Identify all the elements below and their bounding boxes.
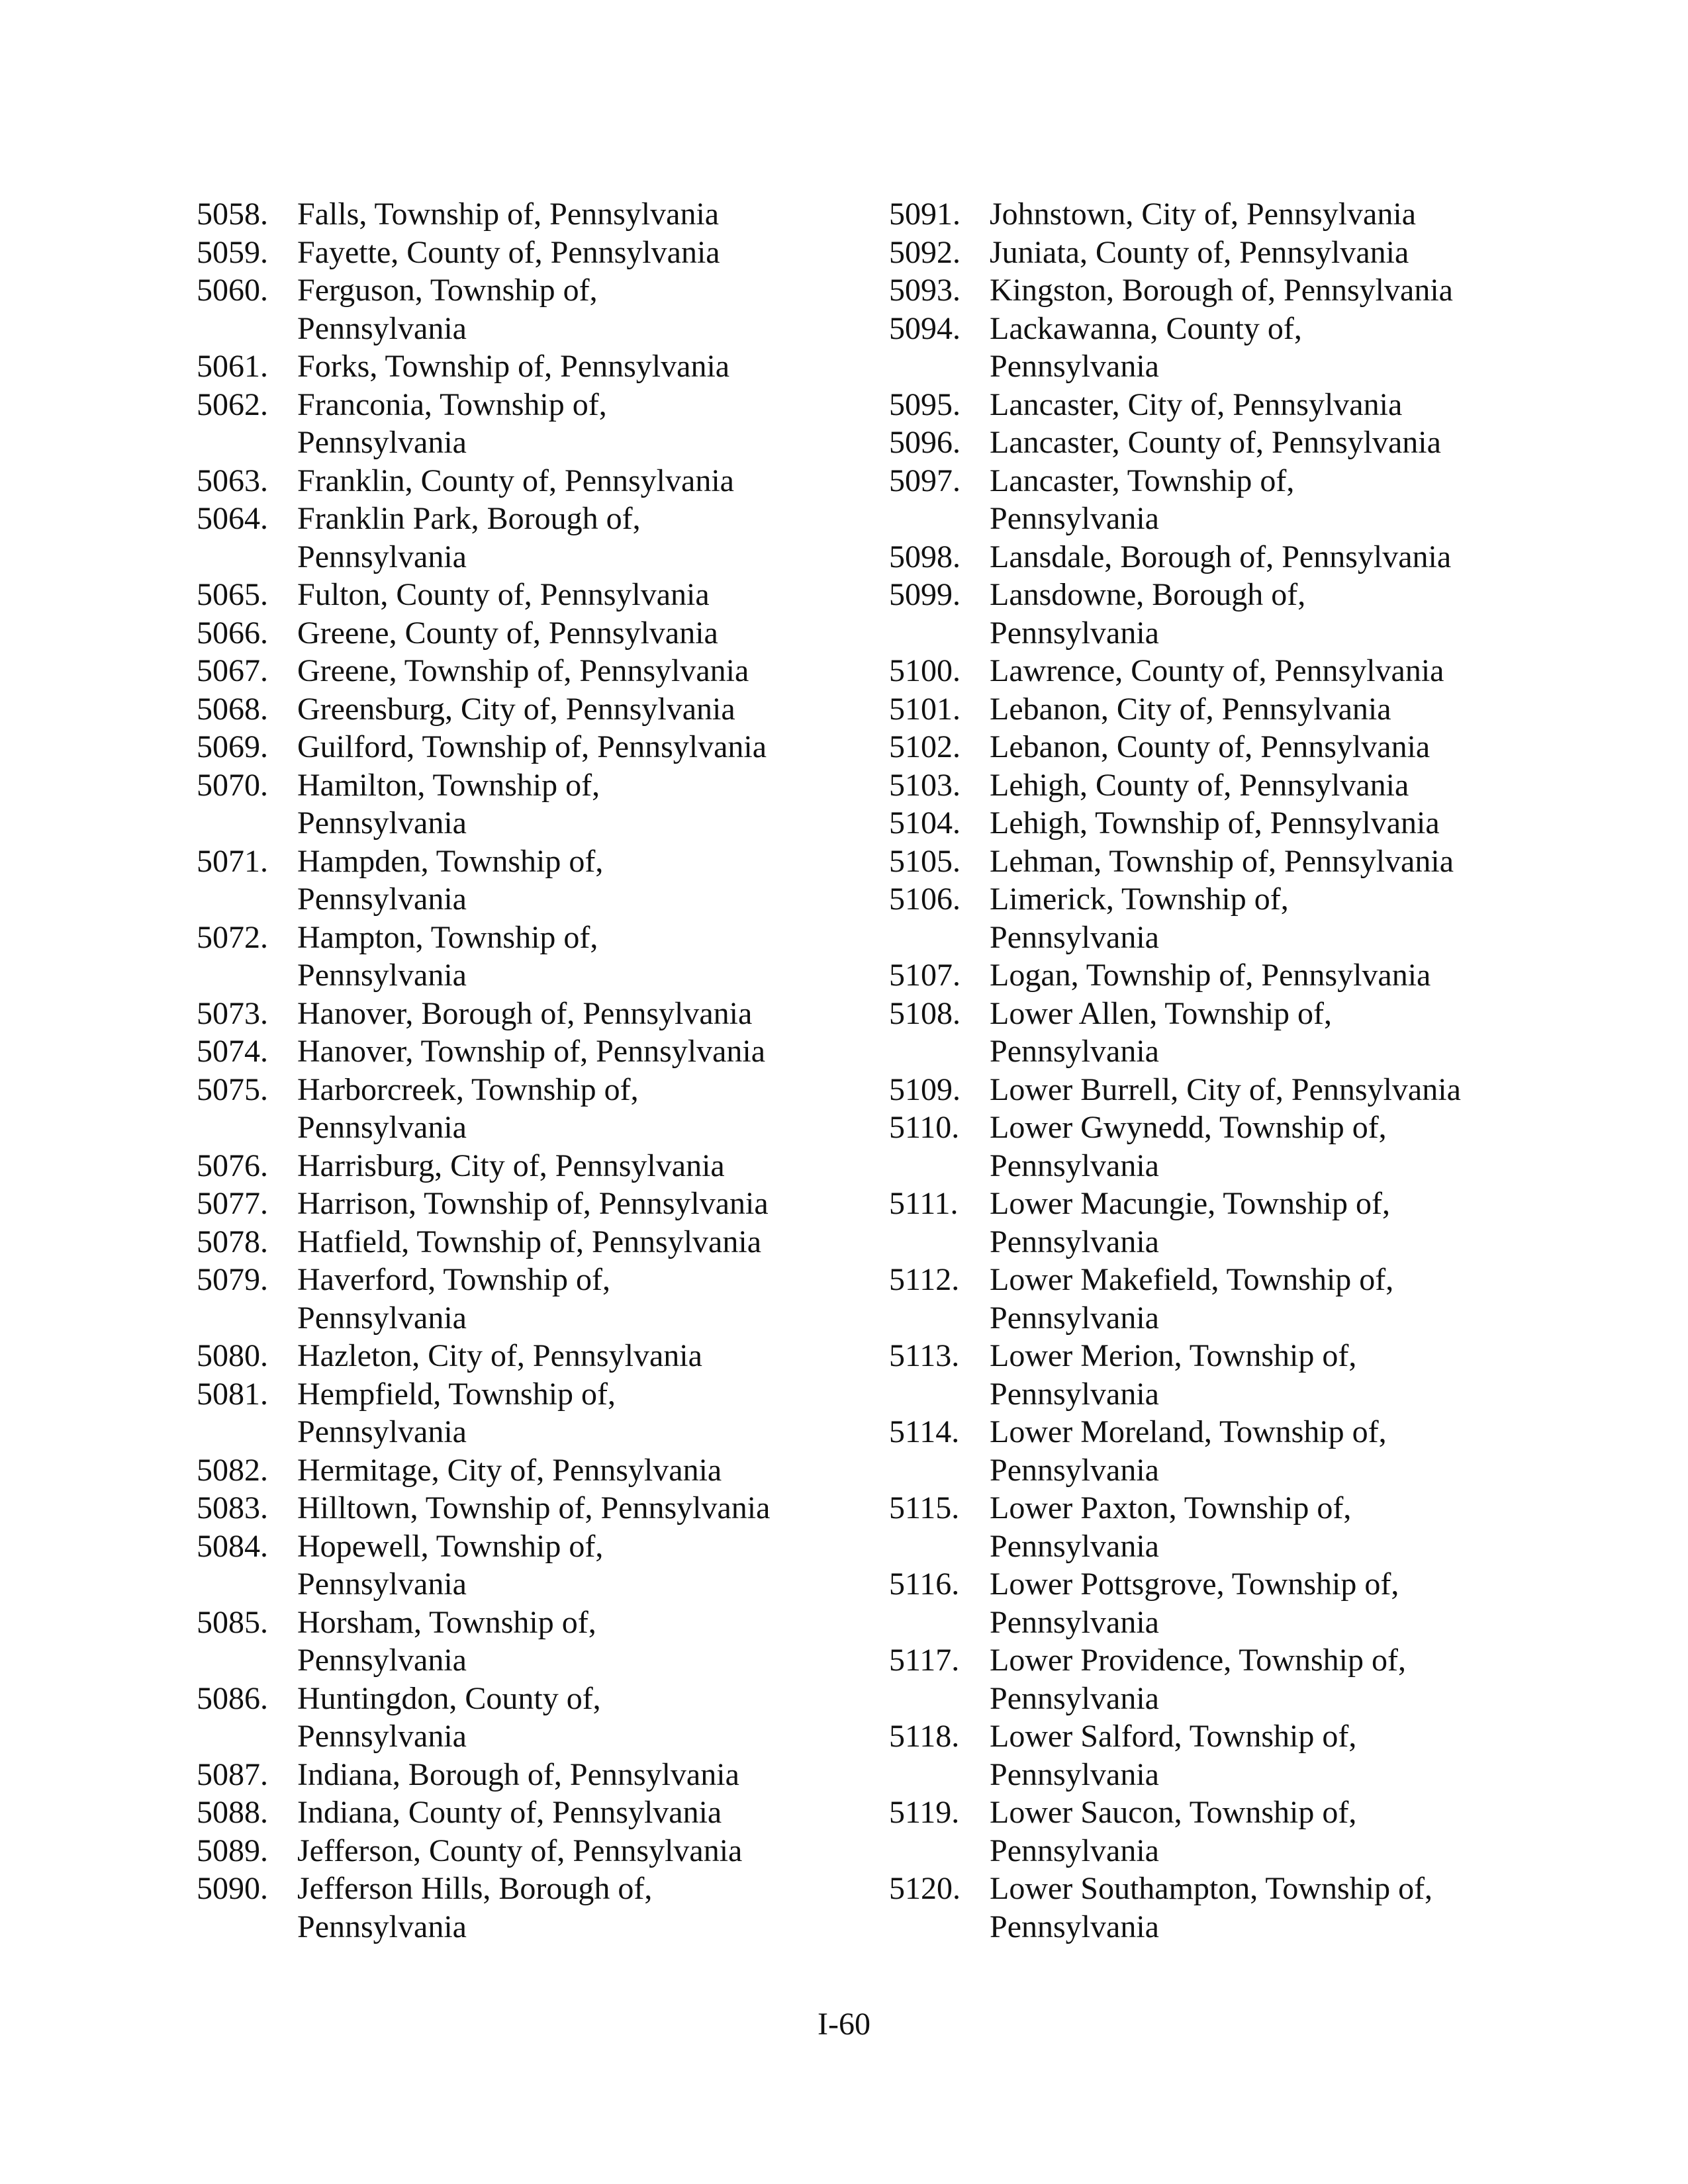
list-item — [889, 538, 1551, 576]
entry-name: Lower Pottsgrove, Township of, Pennsylvania — [990, 1567, 1399, 1640]
entry-name: Lower Southampton, Township of, Pennsylvania — [990, 1871, 1433, 1944]
entry-number: 5095. — [889, 387, 961, 422]
entry-number: 5065. — [197, 577, 268, 612]
entry-number: 5090. — [197, 1871, 268, 1906]
entry-name: Fayette, County of, Pennsylvania — [297, 234, 720, 270]
list-item — [197, 1794, 859, 1832]
entry-name: Greensburg, City of, Pennsylvania — [297, 691, 735, 727]
entry-number: 5103. — [889, 767, 961, 803]
list-item — [889, 804, 1551, 842]
entry-number: 5108. — [889, 995, 961, 1031]
entry-name: Lower Macungie, Township of, Pennsylvania — [990, 1186, 1390, 1259]
entry-name: Hatfield, Township of, Pennsylvania — [297, 1224, 761, 1259]
entry-name: Lower Allen, Township of, Pennsylvania — [990, 995, 1333, 1069]
entry-name: Lower Moreland, Township of, Pennsylvania — [990, 1414, 1387, 1488]
entry-name: Lower Salford, Township of, Pennsylvania — [990, 1719, 1357, 1792]
entry-number: 5058. — [197, 197, 268, 232]
list-item — [197, 690, 859, 729]
entry-number: 5088. — [197, 1795, 268, 1830]
list-item — [197, 1147, 859, 1185]
list-item — [197, 614, 859, 653]
list-item — [197, 1261, 859, 1337]
entry-number: 5067. — [197, 653, 268, 688]
entry-name: Greene, County of, Pennsylvania — [297, 615, 718, 651]
entry-number: 5079. — [197, 1262, 268, 1297]
entry-number: 5074. — [197, 1034, 268, 1069]
list-item — [889, 1337, 1551, 1413]
entry-name: Harborcreek, Township of, Pennsylvania — [297, 1071, 639, 1145]
list-item — [889, 766, 1551, 805]
entry-name: Johnstown, City of, Pennsylvania — [990, 197, 1416, 232]
entry-number: 5110. — [889, 1110, 960, 1145]
list-item — [197, 652, 859, 690]
entry-name: Hazleton, City of, Pennsylvania — [297, 1338, 702, 1373]
list-item — [197, 1375, 859, 1451]
entry-number: 5094. — [889, 310, 961, 346]
entry-number: 5084. — [197, 1528, 268, 1564]
entry-name: Limerick, Township of, Pennsylvania — [990, 882, 1289, 955]
list-item — [889, 1185, 1551, 1261]
entry-number: 5073. — [197, 995, 268, 1031]
entry-number: 5062. — [197, 387, 268, 422]
entry-name: Huntingdon, County of, Pennsylvania — [297, 1680, 601, 1754]
entry-number: 5083. — [197, 1490, 268, 1525]
entry-name: Guilford, Township of, Pennsylvania — [297, 729, 767, 764]
entry-name: Fulton, County of, Pennsylvania — [297, 577, 710, 612]
entry-number: 5104. — [889, 805, 961, 841]
entry-name: Lebanon, County of, Pennsylvania — [990, 729, 1430, 764]
entry-number: 5091. — [889, 197, 961, 232]
entry-name: Harrison, Township of, Pennsylvania — [297, 1186, 769, 1221]
entry-number: 5080. — [197, 1338, 268, 1373]
entry-number: 5063. — [197, 463, 268, 498]
page-number: I-60 — [818, 2007, 870, 2042]
entry-number: 5087. — [197, 1756, 268, 1792]
entry-name: Ferguson, Township of, Pennsylvania — [297, 273, 598, 346]
entry-number: 5075. — [197, 1071, 268, 1107]
entry-name: Lawrence, County of, Pennsylvania — [990, 653, 1444, 688]
list-item — [889, 956, 1551, 995]
entry-name: Lower Gwynedd, Township of, Pennsylvania — [990, 1110, 1387, 1183]
list-item — [197, 500, 859, 576]
list-item — [889, 386, 1551, 424]
entry-number: 5078. — [197, 1224, 268, 1259]
entry-number: 5099. — [889, 577, 961, 612]
entry-name: Lower Makefield, Township of, Pennsylvania — [990, 1262, 1394, 1336]
list-item — [197, 1604, 859, 1680]
list-item — [197, 386, 859, 462]
list-item — [197, 1223, 859, 1261]
list-item — [197, 919, 859, 995]
entry-name: Hempfield, Township of, Pennsylvania — [297, 1376, 616, 1449]
list-item — [197, 1680, 859, 1756]
list-item — [889, 1565, 1551, 1641]
entry-number: 5111. — [889, 1186, 959, 1221]
list-item — [197, 1832, 859, 1870]
entry-number: 5109. — [889, 1071, 961, 1107]
entry-number: 5101. — [889, 691, 961, 727]
entry-name: Horsham, Township of, Pennsylvania — [297, 1604, 596, 1678]
list-item — [889, 995, 1551, 1071]
entry-number: 5081. — [197, 1376, 268, 1412]
list-item — [889, 1641, 1551, 1717]
entry-name: Hanover, Borough of, Pennsylvania — [297, 995, 753, 1031]
entry-name: Lancaster, City of, Pennsylvania — [990, 387, 1403, 422]
entry-number: 5093. — [889, 273, 961, 308]
entry-name: Indiana, Borough of, Pennsylvania — [297, 1756, 739, 1792]
list-item — [197, 195, 859, 234]
entry-name: Falls, Township of, Pennsylvania — [297, 197, 720, 232]
entry-name: Hampton, Township of, Pennsylvania — [297, 919, 598, 993]
entry-number: 5072. — [197, 919, 268, 955]
entry-name: Franklin, County of, Pennsylvania — [297, 463, 734, 498]
list-item — [197, 995, 859, 1033]
entry-name: Hopewell, Township of, Pennsylvania — [297, 1528, 604, 1602]
list-item — [197, 728, 859, 766]
entry-number: 5105. — [889, 843, 961, 879]
entry-number: 5077. — [197, 1186, 268, 1221]
list-item — [197, 1870, 859, 1946]
entry-number: 5114. — [889, 1414, 960, 1449]
entry-number: 5059. — [197, 234, 268, 270]
list-item — [889, 1413, 1551, 1489]
entry-name: Lower Saucon, Township of, Pennsylvania — [990, 1795, 1357, 1868]
entry-name: Lower Burrell, City of, Pennsylvania — [990, 1071, 1461, 1107]
entry-name: Hamilton, Township of, Pennsylvania — [297, 767, 600, 841]
entry-name: Lackawanna, County of, Pennsylvania — [990, 310, 1302, 384]
entry-number: 5064. — [197, 501, 268, 536]
list-item — [889, 880, 1551, 956]
entry-name: Lower Paxton, Township of, Pennsylvania — [990, 1490, 1352, 1564]
list-item — [197, 1489, 859, 1527]
entry-name: Lebanon, City of, Pennsylvania — [990, 691, 1391, 727]
list-item — [197, 1032, 859, 1071]
entry-number: 5098. — [889, 539, 961, 574]
entry-number: 5060. — [197, 273, 268, 308]
list-item — [889, 690, 1551, 729]
list-item — [889, 462, 1551, 538]
entry-name: Juniata, County of, Pennsylvania — [990, 234, 1409, 270]
entry-name: Lower Merion, Township of, Pennsylvania — [990, 1338, 1357, 1412]
entry-name: Haverford, Township of, Pennsylvania — [297, 1262, 610, 1336]
list-item — [889, 271, 1551, 310]
entry-name: Harrisburg, City of, Pennsylvania — [297, 1148, 725, 1183]
entry-number: 5061. — [197, 349, 268, 384]
list-item — [889, 576, 1551, 652]
list-item — [197, 1337, 859, 1375]
list-item — [889, 1109, 1551, 1185]
right-column — [889, 195, 1551, 1946]
list-item — [197, 1527, 859, 1604]
list-item — [889, 652, 1551, 690]
entry-name: Logan, Township of, Pennsylvania — [990, 958, 1431, 993]
entry-number: 5120. — [889, 1871, 961, 1906]
entry-number: 5106. — [889, 882, 961, 917]
entry-number: 5070. — [197, 767, 268, 803]
list-item — [197, 1185, 859, 1223]
entry-number: 5119. — [889, 1795, 960, 1830]
entry-name: Lansdale, Borough of, Pennsylvania — [990, 539, 1452, 574]
entry-number: 5116. — [889, 1567, 960, 1602]
entry-number: 5066. — [197, 615, 268, 651]
list-item — [889, 1794, 1551, 1870]
list-item — [197, 271, 859, 347]
entry-name: Kingston, Borough of, Pennsylvania — [990, 273, 1453, 308]
list-item — [889, 424, 1551, 462]
list-item — [889, 1717, 1551, 1794]
entry-name: Indiana, County of, Pennsylvania — [297, 1795, 722, 1830]
list-item — [197, 1071, 859, 1147]
entry-name: Hampden, Township of, Pennsylvania — [297, 843, 604, 917]
entry-number: 5071. — [197, 843, 268, 879]
entry-number: 5102. — [889, 729, 961, 764]
list-item — [889, 195, 1551, 234]
entry-name: Jefferson, County of, Pennsylvania — [297, 1833, 743, 1868]
entry-name: Lehman, Township of, Pennsylvania — [990, 843, 1454, 879]
entry-number: 5100. — [889, 653, 961, 688]
entry-number: 5096. — [889, 425, 961, 460]
list-item — [889, 310, 1551, 386]
entry-number: 5082. — [197, 1452, 268, 1488]
entry-number: 5115. — [889, 1490, 960, 1525]
list-item — [197, 462, 859, 500]
list-item — [197, 766, 859, 842]
entry-number: 5097. — [889, 463, 961, 498]
entry-number: 5107. — [889, 958, 961, 993]
list-item — [197, 576, 859, 614]
entry-number: 5117. — [889, 1643, 960, 1678]
left-column — [197, 195, 859, 1946]
list-item — [197, 1756, 859, 1794]
list-item — [197, 842, 859, 919]
entry-number: 5092. — [889, 234, 961, 270]
list-item — [197, 1451, 859, 1490]
list-item — [889, 1261, 1551, 1337]
list-item — [889, 1489, 1551, 1565]
entry-name: Lancaster, County of, Pennsylvania — [990, 425, 1441, 460]
entry-name: Hanover, Township of, Pennsylvania — [297, 1034, 766, 1069]
entry-name: Hermitage, City of, Pennsylvania — [297, 1452, 722, 1488]
entry-name: Lehigh, Township of, Pennsylvania — [990, 805, 1440, 841]
list-item — [197, 234, 859, 272]
list-item — [197, 347, 859, 386]
entry-name: Lower Providence, Township of, Pennsylvania — [990, 1643, 1406, 1716]
entry-number: 5085. — [197, 1604, 268, 1640]
list-item — [889, 728, 1551, 766]
list-item — [889, 842, 1551, 881]
entry-name: Franconia, Township of, Pennsylvania — [297, 387, 607, 460]
entry-number: 5089. — [197, 1833, 268, 1868]
entry-name: Greene, Township of, Pennsylvania — [297, 653, 749, 688]
entry-number: 5086. — [197, 1680, 268, 1716]
entry-number: 5069. — [197, 729, 268, 764]
entry-name: Jefferson Hills, Borough of, Pennsylvania — [297, 1871, 653, 1944]
list-item — [889, 1071, 1551, 1109]
entry-name: Franklin Park, Borough of, Pennsylvania — [297, 501, 641, 574]
entry-number: 5113. — [889, 1338, 960, 1373]
entry-number: 5068. — [197, 691, 268, 727]
list-item — [889, 1870, 1551, 1946]
entry-number: 5076. — [197, 1148, 268, 1183]
entry-number: 5112. — [889, 1262, 960, 1297]
entry-number: 5118. — [889, 1719, 960, 1754]
entry-name: Lansdowne, Borough of, Pennsylvania — [990, 577, 1306, 651]
entry-name: Hilltown, Township of, Pennsylvania — [297, 1490, 771, 1525]
entry-name: Lehigh, County of, Pennsylvania — [990, 767, 1409, 803]
entry-name: Lancaster, Township of, Pennsylvania — [990, 463, 1295, 536]
list-item — [889, 234, 1551, 272]
entry-name: Forks, Township of, Pennsylvania — [297, 349, 730, 384]
